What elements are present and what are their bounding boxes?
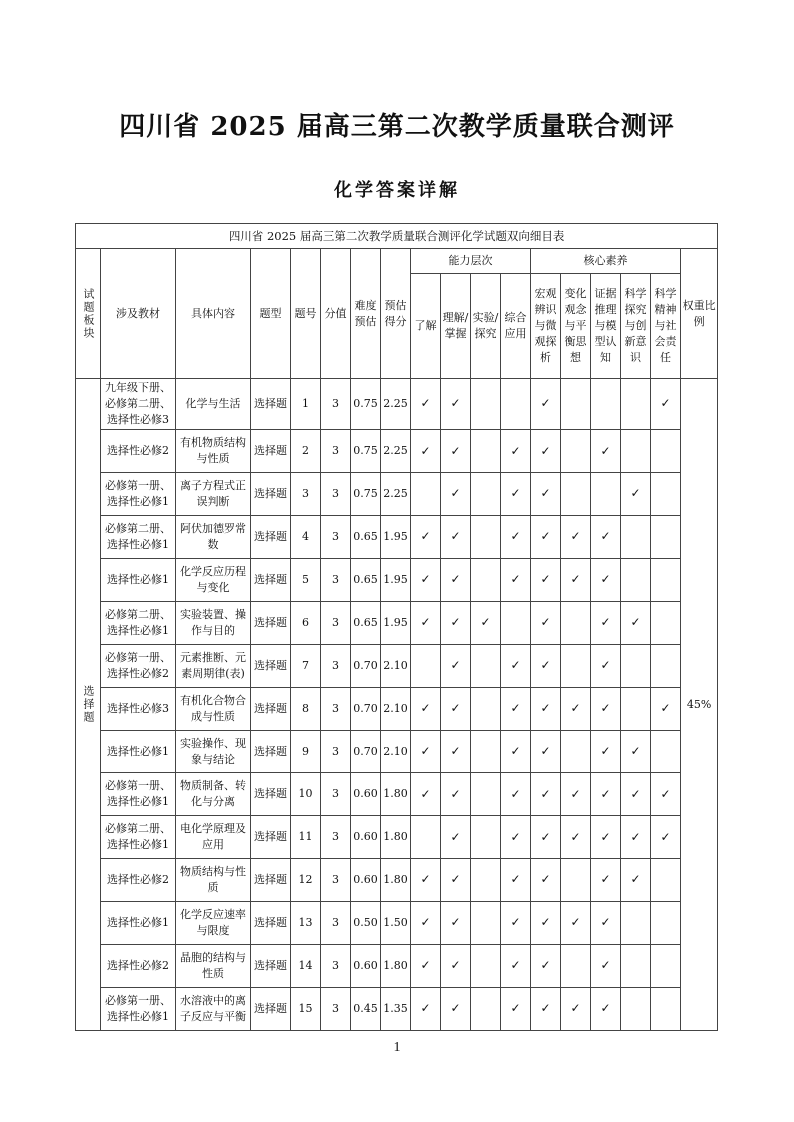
empty-mark-cell xyxy=(471,430,501,473)
check-mark-icon: ✓ xyxy=(561,516,591,559)
empty-mark-cell xyxy=(561,730,591,773)
empty-mark-cell xyxy=(621,687,651,730)
question-type-cell: 选择题 xyxy=(251,601,291,644)
check-mark-icon: ✓ xyxy=(621,730,651,773)
question-number-cell: 3 xyxy=(291,473,321,516)
empty-mark-cell xyxy=(411,473,441,516)
question-type-cell: 选择题 xyxy=(251,773,291,816)
check-mark-icon: ✓ xyxy=(411,730,441,773)
content-cell: 晶胞的结构与性质 xyxy=(176,945,251,988)
empty-mark-cell xyxy=(651,644,681,687)
check-mark-icon: ✓ xyxy=(501,987,531,1030)
check-mark-icon: ✓ xyxy=(561,687,591,730)
empty-mark-cell xyxy=(471,687,501,730)
header-literacy-2: 变化观念与平衡思想 xyxy=(561,274,591,379)
table-row xyxy=(76,687,718,730)
empty-mark-cell xyxy=(621,987,651,1030)
header-question-number: 题号 xyxy=(291,249,321,379)
question-number-cell: 10 xyxy=(291,773,321,816)
question-type-cell: 选择题 xyxy=(251,816,291,859)
check-mark-icon: ✓ xyxy=(411,559,441,602)
score-cell: 3 xyxy=(321,516,351,559)
check-mark-icon: ✓ xyxy=(591,687,621,730)
difficulty-cell: 0.70 xyxy=(351,644,381,687)
check-mark-icon: ✓ xyxy=(411,687,441,730)
check-mark-icon: ✓ xyxy=(411,601,441,644)
textbook-cell: 必修第二册、选择性必修1 xyxy=(101,516,176,559)
check-mark-icon: ✓ xyxy=(501,516,531,559)
expected-score-cell: 2.25 xyxy=(381,430,411,473)
check-mark-icon: ✓ xyxy=(501,773,531,816)
empty-mark-cell xyxy=(471,987,501,1030)
check-mark-icon: ✓ xyxy=(411,773,441,816)
empty-mark-cell xyxy=(561,644,591,687)
table-row xyxy=(76,902,718,945)
empty-mark-cell xyxy=(651,430,681,473)
difficulty-cell: 0.50 xyxy=(351,902,381,945)
check-mark-icon: ✓ xyxy=(411,945,441,988)
score-cell: 3 xyxy=(321,430,351,473)
header-content: 具体内容 xyxy=(176,249,251,379)
check-mark-icon: ✓ xyxy=(441,902,471,945)
empty-mark-cell xyxy=(411,644,441,687)
check-mark-icon: ✓ xyxy=(411,430,441,473)
content-cell: 阿伏加德罗常数 xyxy=(176,516,251,559)
document-title: 四川省 2025 届高三第二次教学质量联合测评 xyxy=(119,112,675,142)
check-mark-icon: ✓ xyxy=(441,559,471,602)
table-row xyxy=(76,644,718,687)
header-score: 分值 xyxy=(321,249,351,379)
check-mark-icon: ✓ xyxy=(531,559,561,602)
score-cell: 3 xyxy=(321,473,351,516)
empty-mark-cell xyxy=(621,945,651,988)
question-number-cell: 13 xyxy=(291,902,321,945)
question-type-cell: 选择题 xyxy=(251,430,291,473)
score-cell: 3 xyxy=(321,644,351,687)
empty-mark-cell xyxy=(651,945,681,988)
empty-mark-cell xyxy=(621,902,651,945)
question-number-cell: 1 xyxy=(291,379,321,430)
check-mark-icon: ✓ xyxy=(501,902,531,945)
table-row xyxy=(76,987,718,1030)
question-type-cell: 选择题 xyxy=(251,902,291,945)
score-cell: 3 xyxy=(321,902,351,945)
expected-score-cell: 2.25 xyxy=(381,379,411,430)
empty-mark-cell xyxy=(561,601,591,644)
check-mark-icon: ✓ xyxy=(561,773,591,816)
empty-mark-cell xyxy=(621,644,651,687)
table-row xyxy=(76,473,718,516)
header-textbook: 涉及教材 xyxy=(101,249,176,379)
check-mark-icon: ✓ xyxy=(531,987,561,1030)
empty-mark-cell xyxy=(651,730,681,773)
check-mark-icon: ✓ xyxy=(531,730,561,773)
empty-mark-cell xyxy=(591,379,621,430)
expected-score-cell: 2.25 xyxy=(381,473,411,516)
header-literacy-1: 宏观辨识与微观探析 xyxy=(531,274,561,379)
check-mark-icon: ✓ xyxy=(591,773,621,816)
difficulty-cell: 0.60 xyxy=(351,816,381,859)
difficulty-cell: 0.75 xyxy=(351,379,381,430)
header-expected-score: 预估得分 xyxy=(381,249,411,379)
question-number-cell: 14 xyxy=(291,945,321,988)
check-mark-icon: ✓ xyxy=(621,859,651,902)
header-ability-4: 综合应用 xyxy=(501,274,531,379)
expected-score-cell: 1.95 xyxy=(381,516,411,559)
difficulty-cell: 0.70 xyxy=(351,687,381,730)
empty-mark-cell xyxy=(471,473,501,516)
check-mark-icon: ✓ xyxy=(411,516,441,559)
check-mark-icon: ✓ xyxy=(591,859,621,902)
empty-mark-cell xyxy=(471,859,501,902)
table-row xyxy=(76,730,718,773)
empty-mark-cell xyxy=(471,516,501,559)
difficulty-cell: 0.60 xyxy=(351,773,381,816)
difficulty-cell: 0.75 xyxy=(351,430,381,473)
score-cell: 3 xyxy=(321,816,351,859)
empty-mark-cell xyxy=(651,516,681,559)
empty-mark-cell xyxy=(501,379,531,430)
content-cell: 元素推断、元素周期律(表) xyxy=(176,644,251,687)
empty-mark-cell xyxy=(561,430,591,473)
content-cell: 电化学原理及应用 xyxy=(176,816,251,859)
table-row xyxy=(76,601,718,644)
check-mark-icon: ✓ xyxy=(621,601,651,644)
empty-mark-cell xyxy=(621,559,651,602)
empty-mark-cell xyxy=(471,773,501,816)
header-literacy-group: 核心素养 xyxy=(531,249,681,274)
difficulty-cell: 0.45 xyxy=(351,987,381,1030)
expected-score-cell: 1.80 xyxy=(381,773,411,816)
empty-mark-cell xyxy=(471,945,501,988)
table-row xyxy=(76,430,718,473)
check-mark-icon: ✓ xyxy=(591,816,621,859)
weight-cell: 45% xyxy=(681,379,718,1031)
textbook-cell: 必修第二册、选择性必修1 xyxy=(101,601,176,644)
table-title: 四川省 2025 届高三第二次教学质量联合测评化学试题双向细目表 xyxy=(76,224,718,249)
score-cell: 3 xyxy=(321,601,351,644)
empty-mark-cell xyxy=(651,559,681,602)
check-mark-icon: ✓ xyxy=(651,816,681,859)
check-mark-icon: ✓ xyxy=(441,644,471,687)
expected-score-cell: 2.10 xyxy=(381,687,411,730)
empty-mark-cell xyxy=(561,945,591,988)
content-cell: 化学与生活 xyxy=(176,379,251,430)
check-mark-icon: ✓ xyxy=(651,379,681,430)
textbook-cell: 必修第一册、选择性必修1 xyxy=(101,773,176,816)
check-mark-icon: ✓ xyxy=(501,945,531,988)
content-cell: 有机物质结构与性质 xyxy=(176,430,251,473)
check-mark-icon: ✓ xyxy=(591,430,621,473)
expected-score-cell: 1.80 xyxy=(381,816,411,859)
empty-mark-cell xyxy=(471,902,501,945)
check-mark-icon: ✓ xyxy=(441,430,471,473)
check-mark-icon: ✓ xyxy=(441,687,471,730)
section-cell: 选择题 xyxy=(76,379,101,1031)
empty-mark-cell xyxy=(651,601,681,644)
content-cell: 化学反应历程与变化 xyxy=(176,559,251,602)
check-mark-icon: ✓ xyxy=(531,816,561,859)
header-ability-1: 了解 xyxy=(411,274,441,379)
check-mark-icon: ✓ xyxy=(531,473,561,516)
check-mark-icon: ✓ xyxy=(411,859,441,902)
question-type-cell: 选择题 xyxy=(251,473,291,516)
check-mark-icon: ✓ xyxy=(441,730,471,773)
check-mark-icon: ✓ xyxy=(561,559,591,602)
expected-score-cell: 2.10 xyxy=(381,644,411,687)
question-type-cell: 选择题 xyxy=(251,859,291,902)
check-mark-icon: ✓ xyxy=(591,559,621,602)
check-mark-icon: ✓ xyxy=(621,773,651,816)
check-mark-icon: ✓ xyxy=(591,730,621,773)
check-mark-icon: ✓ xyxy=(441,773,471,816)
score-cell: 3 xyxy=(321,687,351,730)
expected-score-cell: 1.80 xyxy=(381,945,411,988)
check-mark-icon: ✓ xyxy=(501,559,531,602)
check-mark-icon: ✓ xyxy=(651,687,681,730)
header-literacy-5: 科学精神与社会责任 xyxy=(651,274,681,379)
check-mark-icon: ✓ xyxy=(591,516,621,559)
table-row xyxy=(76,516,718,559)
textbook-cell: 选择性必修1 xyxy=(101,559,176,602)
score-cell: 3 xyxy=(321,559,351,602)
document-subtitle: 化学答案详解 xyxy=(334,180,460,201)
header-ability-group: 能力层次 xyxy=(411,249,531,274)
check-mark-icon: ✓ xyxy=(441,945,471,988)
check-mark-icon: ✓ xyxy=(621,473,651,516)
check-mark-icon: ✓ xyxy=(561,987,591,1030)
empty-mark-cell xyxy=(471,730,501,773)
check-mark-icon: ✓ xyxy=(411,987,441,1030)
score-cell: 3 xyxy=(321,987,351,1030)
textbook-cell: 选择性必修2 xyxy=(101,945,176,988)
textbook-cell: 选择性必修2 xyxy=(101,859,176,902)
content-cell: 有机化合物合成与性质 xyxy=(176,687,251,730)
check-mark-icon: ✓ xyxy=(591,644,621,687)
difficulty-cell: 0.60 xyxy=(351,859,381,902)
check-mark-icon: ✓ xyxy=(531,773,561,816)
expected-score-cell: 1.95 xyxy=(381,601,411,644)
check-mark-icon: ✓ xyxy=(531,859,561,902)
check-mark-icon: ✓ xyxy=(531,601,561,644)
question-type-cell: 选择题 xyxy=(251,730,291,773)
check-mark-icon: ✓ xyxy=(471,601,501,644)
table-row xyxy=(76,859,718,902)
check-mark-icon: ✓ xyxy=(441,987,471,1030)
check-mark-icon: ✓ xyxy=(531,644,561,687)
textbook-cell: 选择性必修1 xyxy=(101,902,176,945)
check-mark-icon: ✓ xyxy=(531,687,561,730)
score-cell: 3 xyxy=(321,859,351,902)
expected-score-cell: 1.95 xyxy=(381,559,411,602)
expected-score-cell: 1.80 xyxy=(381,859,411,902)
empty-mark-cell xyxy=(651,902,681,945)
question-type-cell: 选择题 xyxy=(251,516,291,559)
empty-mark-cell xyxy=(471,816,501,859)
question-number-cell: 15 xyxy=(291,987,321,1030)
check-mark-icon: ✓ xyxy=(441,379,471,430)
table-row xyxy=(76,773,718,816)
difficulty-cell: 0.70 xyxy=(351,730,381,773)
check-mark-icon: ✓ xyxy=(651,773,681,816)
empty-mark-cell xyxy=(651,859,681,902)
header-literacy-3: 证据推理与模型认知 xyxy=(591,274,621,379)
question-number-cell: 12 xyxy=(291,859,321,902)
empty-mark-cell xyxy=(591,473,621,516)
check-mark-icon: ✓ xyxy=(531,945,561,988)
textbook-cell: 必修第二册、选择性必修1 xyxy=(101,816,176,859)
check-mark-icon: ✓ xyxy=(531,902,561,945)
header-ability-2: 理解/掌握 xyxy=(441,274,471,379)
textbook-cell: 选择性必修2 xyxy=(101,430,176,473)
check-mark-icon: ✓ xyxy=(531,430,561,473)
check-mark-icon: ✓ xyxy=(561,902,591,945)
question-number-cell: 6 xyxy=(291,601,321,644)
header-difficulty: 难度预估 xyxy=(351,249,381,379)
header-question-type: 题型 xyxy=(251,249,291,379)
empty-mark-cell xyxy=(651,987,681,1030)
content-cell: 实验装置、操作与目的 xyxy=(176,601,251,644)
check-mark-icon: ✓ xyxy=(411,379,441,430)
difficulty-cell: 0.65 xyxy=(351,601,381,644)
score-cell: 3 xyxy=(321,773,351,816)
check-mark-icon: ✓ xyxy=(501,430,531,473)
check-mark-icon: ✓ xyxy=(441,473,471,516)
question-type-cell: 选择题 xyxy=(251,379,291,430)
check-mark-icon: ✓ xyxy=(441,601,471,644)
table-row xyxy=(76,379,718,430)
check-mark-icon: ✓ xyxy=(591,601,621,644)
difficulty-cell: 0.75 xyxy=(351,473,381,516)
expected-score-cell: 2.10 xyxy=(381,730,411,773)
difficulty-cell: 0.65 xyxy=(351,516,381,559)
empty-mark-cell xyxy=(621,430,651,473)
empty-mark-cell xyxy=(471,644,501,687)
empty-mark-cell xyxy=(561,379,591,430)
check-mark-icon: ✓ xyxy=(531,516,561,559)
question-type-cell: 选择题 xyxy=(251,687,291,730)
score-cell: 3 xyxy=(321,379,351,430)
score-cell: 3 xyxy=(321,945,351,988)
header-weight: 权重比例 xyxy=(681,249,718,379)
header-ability-3: 实验/探究 xyxy=(471,274,501,379)
question-type-cell: 选择题 xyxy=(251,644,291,687)
content-cell: 实验操作、现象与结论 xyxy=(176,730,251,773)
textbook-cell: 必修第一册、选择性必修1 xyxy=(101,473,176,516)
difficulty-cell: 0.60 xyxy=(351,945,381,988)
score-cell: 3 xyxy=(321,730,351,773)
content-cell: 物质制备、转化与分离 xyxy=(176,773,251,816)
question-number-cell: 5 xyxy=(291,559,321,602)
check-mark-icon: ✓ xyxy=(411,902,441,945)
table-row xyxy=(76,816,718,859)
empty-mark-cell xyxy=(411,816,441,859)
content-cell: 化学反应速率与限度 xyxy=(176,902,251,945)
empty-mark-cell xyxy=(621,379,651,430)
content-cell: 水溶液中的离子反应与平衡 xyxy=(176,987,251,1030)
table-row xyxy=(76,559,718,602)
empty-mark-cell xyxy=(561,859,591,902)
check-mark-icon: ✓ xyxy=(501,730,531,773)
question-type-cell: 选择题 xyxy=(251,987,291,1030)
check-mark-icon: ✓ xyxy=(501,687,531,730)
textbook-cell: 必修第一册、选择性必修2 xyxy=(101,644,176,687)
table-row xyxy=(76,945,718,988)
question-number-cell: 9 xyxy=(291,730,321,773)
expected-score-cell: 1.50 xyxy=(381,902,411,945)
empty-mark-cell xyxy=(501,601,531,644)
check-mark-icon: ✓ xyxy=(501,473,531,516)
difficulty-cell: 0.65 xyxy=(351,559,381,602)
textbook-cell: 选择性必修1 xyxy=(101,730,176,773)
check-mark-icon: ✓ xyxy=(621,816,651,859)
expected-score-cell: 1.35 xyxy=(381,987,411,1030)
question-type-cell: 选择题 xyxy=(251,945,291,988)
question-number-cell: 8 xyxy=(291,687,321,730)
content-cell: 离子方程式正误判断 xyxy=(176,473,251,516)
check-mark-icon: ✓ xyxy=(501,859,531,902)
empty-mark-cell xyxy=(621,516,651,559)
empty-mark-cell xyxy=(471,559,501,602)
check-mark-icon: ✓ xyxy=(591,945,621,988)
question-number-cell: 11 xyxy=(291,816,321,859)
textbook-cell: 选择性必修3 xyxy=(101,687,176,730)
check-mark-icon: ✓ xyxy=(501,816,531,859)
question-number-cell: 4 xyxy=(291,516,321,559)
header-literacy-4: 科学探究与创新意识 xyxy=(621,274,651,379)
check-mark-icon: ✓ xyxy=(501,644,531,687)
empty-mark-cell xyxy=(651,473,681,516)
textbook-cell: 九年级下册、必修第二册、选择性必修3 xyxy=(101,379,176,430)
empty-mark-cell xyxy=(561,473,591,516)
question-number-cell: 7 xyxy=(291,644,321,687)
check-mark-icon: ✓ xyxy=(441,516,471,559)
page-number: 1 xyxy=(393,1040,401,1055)
empty-mark-cell xyxy=(471,379,501,430)
content-cell: 物质结构与性质 xyxy=(176,859,251,902)
header-section: 试题板块 xyxy=(76,249,101,379)
check-mark-icon: ✓ xyxy=(561,816,591,859)
question-type-cell: 选择题 xyxy=(251,559,291,602)
spec-table xyxy=(75,223,718,1031)
check-mark-icon: ✓ xyxy=(531,379,561,430)
check-mark-icon: ✓ xyxy=(591,902,621,945)
check-mark-icon: ✓ xyxy=(441,816,471,859)
check-mark-icon: ✓ xyxy=(591,987,621,1030)
textbook-cell: 必修第一册、选择性必修1 xyxy=(101,987,176,1030)
check-mark-icon: ✓ xyxy=(441,859,471,902)
question-number-cell: 2 xyxy=(291,430,321,473)
